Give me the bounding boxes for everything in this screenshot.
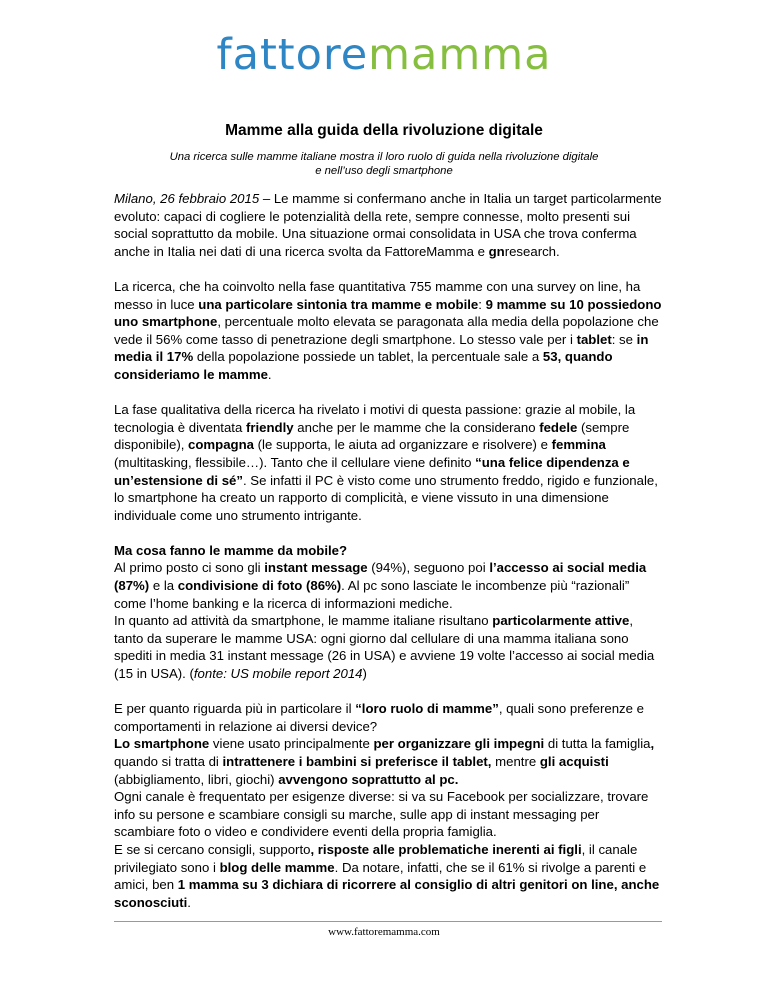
text: Al primo posto ci sono gli (114, 560, 265, 576)
paragraph-mom-role (114, 700, 662, 911)
text: La ricerca, che ha coinvolto nella fase quantitativa 755 mamme con una survey on line, ha messo in luce (114, 278, 641, 312)
text: (le supporta, le aiuta ad organizzare e risolvere) e (254, 437, 552, 453)
text: E per quanto riguarda più in particolare il (114, 701, 356, 717)
text: , quali sono preferenze e comportamenti in relazione ai diversi device? (114, 701, 644, 734)
paragraph-intro (114, 190, 662, 260)
document-subtitle (0, 150, 768, 178)
bold-text: l’accesso ai social media (87%) (114, 560, 647, 594)
bold-text: “loro ruolo di mamme” (355, 701, 499, 717)
bold-text: , (650, 736, 655, 752)
text: La fase qualitativa della ricerca ha rivelato i motivi di questa passione: grazie al mobile, la tecnologia è diventata (114, 402, 636, 435)
footer-url: www.fattoremamma.com (328, 926, 440, 938)
bold-text: friendly (245, 419, 294, 435)
bold-text: avvengono soprattutto al pc. (278, 771, 459, 787)
text: (94%), seguono poi (367, 560, 490, 576)
bold-text: instant message (264, 560, 368, 576)
bold-text: femmina (551, 437, 606, 453)
document-body (114, 190, 662, 929)
text: (abbigliamento, libri, giochi) (114, 771, 279, 787)
bold-text: “una felice dipendenza e un’estensione di sé” (114, 454, 630, 488)
text: anche per le mamme che la considerano (293, 419, 540, 435)
logo-part-fattore: fattore (216, 30, 369, 80)
subtitle-line-2: e nell’uso degli smartphone (315, 165, 453, 177)
fattoremamma-logo (0, 30, 768, 80)
logo-part-mamma: mamma (368, 30, 552, 80)
text: : se (611, 331, 637, 347)
document-title: Mamme alla guida della rivoluzione digitale (225, 122, 543, 139)
text: – Le mamme si confermano anche in Italia un target particolarmente evoluto: capaci di cogliere le potenzialità della rete, sempre connesse, molto presenti sui social soprattutto da mobile. Una situazione ormai consolidata in USA che trova conferma anche in Italia nei dati di una ricerca svolta da FattoreMamma e (114, 191, 662, 259)
bold-text: tablet (576, 331, 612, 347)
paragraph-mobile-usage (114, 542, 662, 683)
text: . Al pc sono lasciate le incombenze più “razionali” come l’home banking e la ricerca di informazioni mediche. (114, 578, 630, 611)
text: In quanto ad attività da smartphone, le mamme italiane risultano (114, 613, 493, 629)
text: quando si tratta di (114, 754, 223, 769)
bold-text: blog delle mamme (219, 859, 335, 875)
text: della popolazione possiede un tablet, la percentuale sale a (193, 349, 543, 365)
bold-text: 9 mamme su 10 possiedono uno smartphone (114, 296, 662, 330)
text: , percentuale molto elevata se paragonata alla media della popolazione che vede il 56% come tasso di penetrazione degli smartphone. Lo stesso vale per i (114, 314, 659, 347)
subtitle-line-1: Una ricerca sulle mamme italiane mostra il loro ruolo di guida nella rivoluzione digitale (169, 151, 599, 163)
text: E se si cercano consigli, supporto (114, 841, 311, 857)
paragraph-qualitative (114, 401, 662, 524)
text: viene usato principalmente (209, 736, 374, 752)
text: (multitasking, flessibile…). Tanto che il cellulare viene definito (114, 454, 476, 470)
footer-divider (114, 921, 662, 922)
bold-text: Lo smartphone (114, 736, 210, 752)
bold-text: gn (488, 243, 505, 259)
bold-text: una particolare sintonia tra mamme e mobile (198, 296, 479, 312)
bold-text: , risposte alle problematiche inerenti ai figli (310, 841, 582, 857)
text: . (267, 366, 272, 382)
text: di tutta la famiglia (544, 736, 651, 752)
bold-text: gli acquisti (539, 754, 609, 769)
text: . Da notare, infatti, che se il 61% si rivolge a parenti e amici, ben (114, 859, 647, 893)
bold-text: 53, quando consideriamo le mamme (114, 349, 613, 382)
source-citation: fonte: US mobile report 2014 (193, 666, 363, 682)
bold-text: in media il 17% (114, 331, 649, 365)
section-heading: Ma cosa fanno le mamme da mobile? (114, 542, 348, 558)
bold-text: fedele (539, 419, 578, 435)
text: research. (504, 243, 560, 259)
bold-text: compagna (188, 437, 254, 453)
text: e la (149, 578, 178, 594)
dateline: Milano, 26 febbraio 2015 (114, 191, 260, 206)
bold-text: 1 mamma su 3 dichiara di ricorrere al consiglio di altri genitori on line, anche sconosciuti (114, 877, 660, 910)
bold-text: particolarmente attive (492, 613, 630, 629)
text: ) (362, 666, 367, 682)
bold-text: per organizzare gli impegni (373, 736, 545, 752)
text: mentre (491, 754, 540, 769)
text: . Se infatti il PC è visto come uno strumento freddo, rigido e funzionale, lo smartphone ha creato un rapporto di complicità, e viene vissuto in una dimensione individuale come uno strumento intrigante. (114, 472, 658, 523)
text: (sempre disponibile), (114, 419, 630, 453)
text: Ogni canale è frequentato per esigenze diverse: si va su Facebook per socializzare, trovare info su persone e scambiare consigli su marche, sulle app di instant messaging per scambiare foto o video e condividere eventi della propria famiglia. (114, 789, 649, 840)
text: , tanto da superare le mamme USA: ogni giorno dal cellulare di una mamma italiana sono spediti in media 31 instant message (26 in USA) e avviene 19 volte l’accesso ai social media (15 in USA). ( (114, 613, 655, 682)
bold-text: intrattenere i bambini si preferisce il tablet, (222, 754, 492, 769)
bold-text: condivisione di foto (86%) (177, 578, 342, 594)
text: . (187, 894, 191, 910)
paragraph-research (114, 278, 662, 384)
text: , il canale privilegiato sono i (114, 841, 638, 875)
text: : (478, 296, 486, 312)
